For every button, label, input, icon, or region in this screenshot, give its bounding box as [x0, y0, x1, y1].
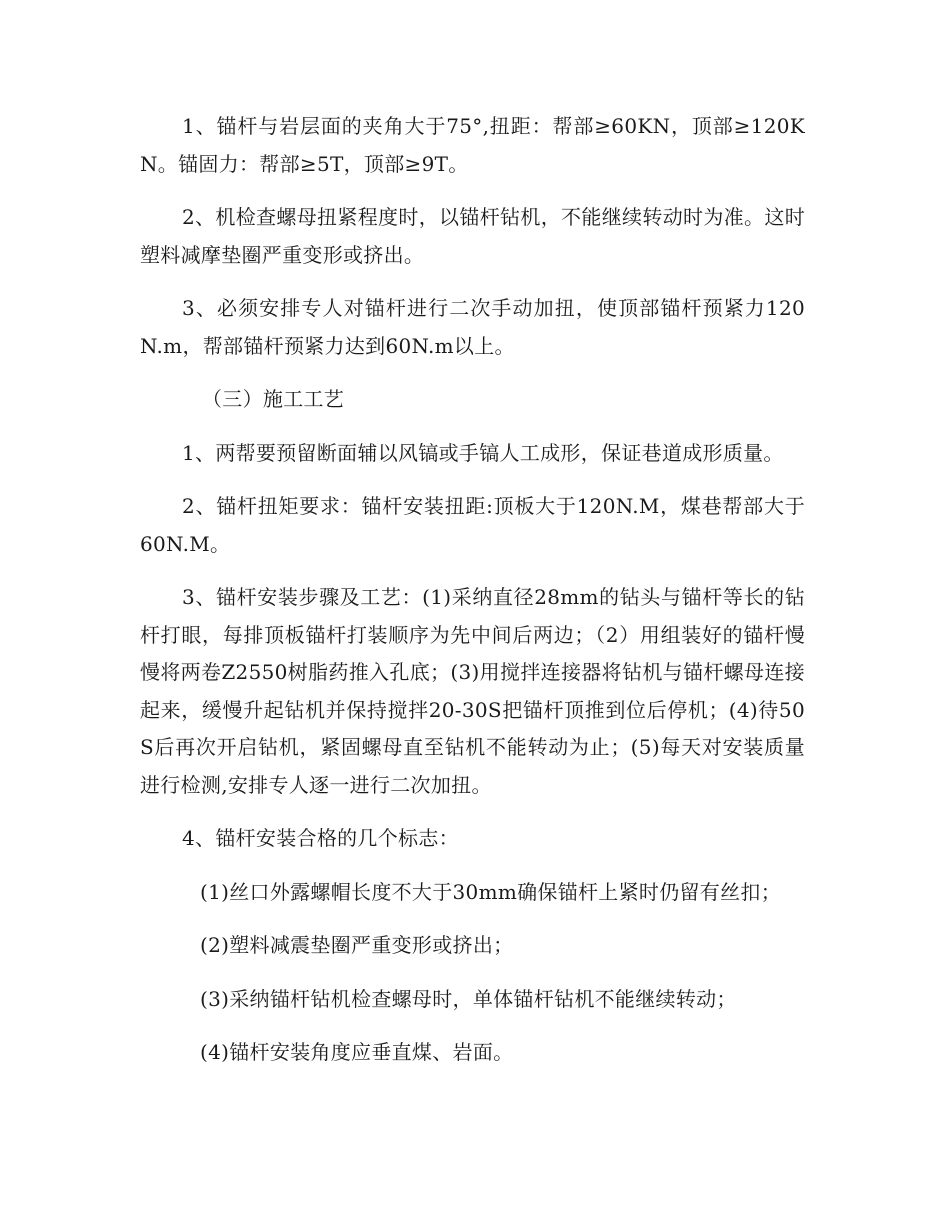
paragraph-nut-check: 2、机检查螺母扭紧程度时，以锚杆钻机，不能继续转动时为准。这时塑料减摩垫圈严重变形或挤出。	[140, 205, 805, 267]
list-item-qualification-2: (2)塑料减震垫圈严重变形或挤出；	[200, 933, 514, 957]
list-item-qualification-3: (3)采纳锚杆钻机检查螺母时，单体锚杆钻机不能继续转动；	[200, 986, 737, 1011]
document-body	[140, 108, 805, 1088]
list-item-qualification-4: (4)锚杆安装角度应垂直煤、岩面。	[200, 1040, 514, 1064]
paragraph-side-shaping: 1、两帮要预留断面辅以风镐或手镐人工成形，保证巷道成形质量。	[182, 440, 784, 465]
paragraph-torque-requirements: 2、锚杆扭矩要求：锚杆安装扭距:顶板大于120N.M，煤巷帮部大于60N.M。	[140, 494, 805, 556]
section-heading-construction-process: （三）施工工艺	[202, 387, 345, 411]
paragraph-installation-steps: 3、锚杆安装步骤及工艺：(1)采纳直径28mm的钻头与锚杆等长的钻杆打眼，每排顶板锚杆打装顺序为先中间后两边；（2）用组装好的锚杆慢慢将两卷Z2550树脂药推入孔底；(3)用搅拌连接器将钻机与锚杆螺母连接起来，缓慢升起钻机并保持搅拌20-30S把锚杆顶推到位后停机；(4)待50S后再次开启钻机，紧固螺母直至钻机不能转动为止；(5)每天对安装质量进行检测,安排专人逐一进行二次加扭。	[140, 585, 805, 797]
list-item-qualification-1: (1)丝口外露螺帽长度不大于30mm确保锚杆上紧时仍留有丝扣；	[200, 879, 782, 904]
paragraph-secondary-torque: 3、必须安排专人对锚杆进行二次手动加扭，使顶部锚杆预紧力120N.m，帮部锚杆预紧力达到60N.m以上。	[140, 296, 805, 358]
paragraph-anchor-angle: 1、锚杆与岩层面的夹角大于75°,扭距：帮部≥60KN，顶部≥120KN。锚固力：帮部≥5T，顶部≥9T。	[140, 114, 805, 176]
paragraph-qualification-intro: 4、锚杆安装合格的几个标志：	[182, 826, 459, 850]
